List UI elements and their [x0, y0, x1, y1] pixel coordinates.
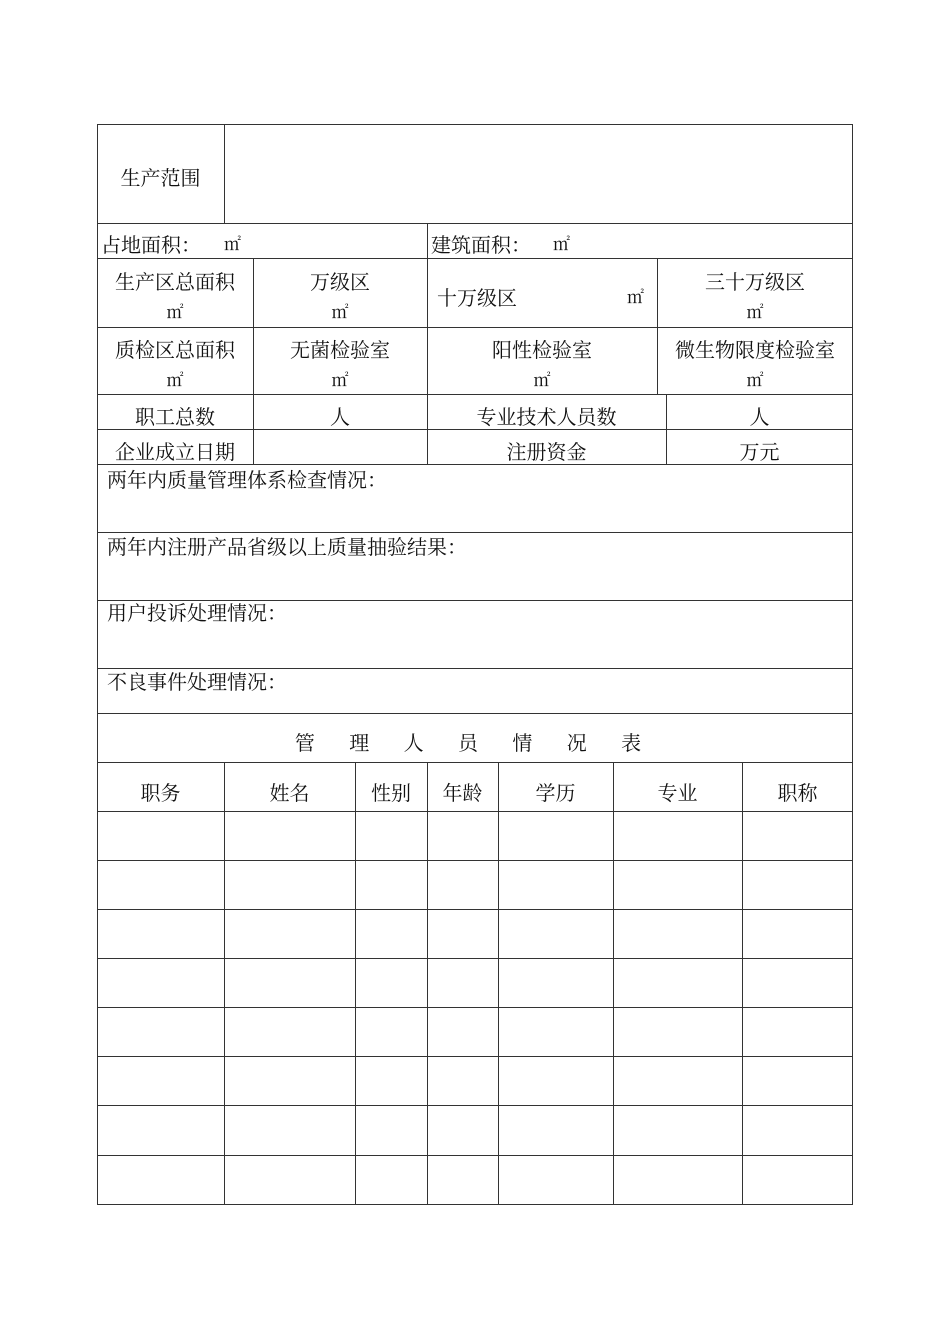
grade-300k-label: 三十万级区 [705, 270, 805, 294]
header-education: 学历 [535, 781, 576, 805]
microbial-lab-label: 微生物限度检验室 [675, 338, 835, 362]
rule [97, 223, 853, 224]
sampling-result-label: 两年内注册产品省级以上质量抽验结果： [107, 535, 467, 559]
qc-total-area-label: 质检区总面积 [115, 338, 235, 362]
registered-capital-unit: 万元 [739, 440, 780, 464]
sterile-lab-unit: ㎡ [331, 371, 349, 391]
rule [224, 762, 225, 1205]
rule [97, 1105, 853, 1106]
rule [97, 713, 853, 714]
tech-staff-label: 专业技术人员数 [476, 405, 617, 429]
rule [355, 762, 356, 1205]
rule [97, 1056, 853, 1057]
header-gender: 性别 [371, 781, 411, 805]
complaint-label: 用户投诉处理情况： [107, 601, 287, 625]
rule [97, 532, 853, 533]
grade-10k-unit: ㎡ [331, 303, 349, 323]
rule [498, 762, 499, 1205]
rule [427, 762, 428, 1205]
rule [97, 860, 853, 861]
rule [97, 1155, 853, 1156]
header-major: 专业 [657, 781, 698, 805]
registered-capital-label: 注册资金 [506, 440, 587, 464]
rule [613, 762, 614, 1205]
adverse-event-label: 不良事件处理情况： [107, 670, 287, 694]
rule [742, 762, 743, 1205]
building-area-unit: ㎡ [553, 235, 570, 255]
positive-lab-label: 阳性检验室 [492, 338, 592, 362]
rule [97, 464, 853, 465]
grade-300k-unit: ㎡ [746, 303, 764, 323]
qms-inspection-label: 两年内质量管理体系检查情况： [107, 468, 387, 492]
rule [97, 429, 853, 430]
tech-staff-unit: 人 [749, 405, 770, 429]
established-date-label: 企业成立日期 [115, 440, 235, 464]
header-position: 职务 [140, 781, 181, 805]
land-area-unit: ㎡ [224, 235, 241, 255]
rule [97, 909, 853, 910]
rule [97, 394, 853, 395]
rule [427, 223, 428, 258]
rule [224, 124, 225, 223]
rule [97, 958, 853, 959]
qc-total-area-unit: ㎡ [166, 371, 184, 391]
rule [97, 811, 853, 812]
grade-10k-label: 万级区 [310, 270, 370, 294]
building-area-label: 建筑面积： [431, 233, 531, 257]
production-total-area-label: 生产区总面积 [115, 270, 235, 294]
rule [97, 1007, 853, 1008]
header-age: 年龄 [442, 781, 483, 805]
production-scope-label: 生产范围 [120, 166, 201, 190]
rule [97, 258, 853, 259]
rule [97, 327, 853, 328]
production-scope-field[interactable] [228, 128, 850, 220]
management-table-title: 管 理 人 员 情 况 表 [294, 731, 656, 755]
sterile-lab-label: 无菌检验室 [290, 338, 390, 362]
positive-lab-unit: ㎡ [533, 371, 551, 391]
header-title: 职称 [777, 781, 818, 805]
header-name: 姓名 [269, 781, 310, 805]
production-total-area-unit: ㎡ [166, 303, 184, 323]
staff-total-unit: 人 [330, 405, 350, 429]
staff-total-label: 职工总数 [135, 405, 215, 429]
grade-100k-label: 十万级区 [437, 286, 517, 310]
microbial-lab-unit: ㎡ [746, 371, 764, 391]
rule [97, 762, 853, 763]
grade-100k-unit: ㎡ [627, 288, 644, 308]
land-area-label: 占地面积： [101, 233, 201, 257]
rule [97, 668, 853, 669]
